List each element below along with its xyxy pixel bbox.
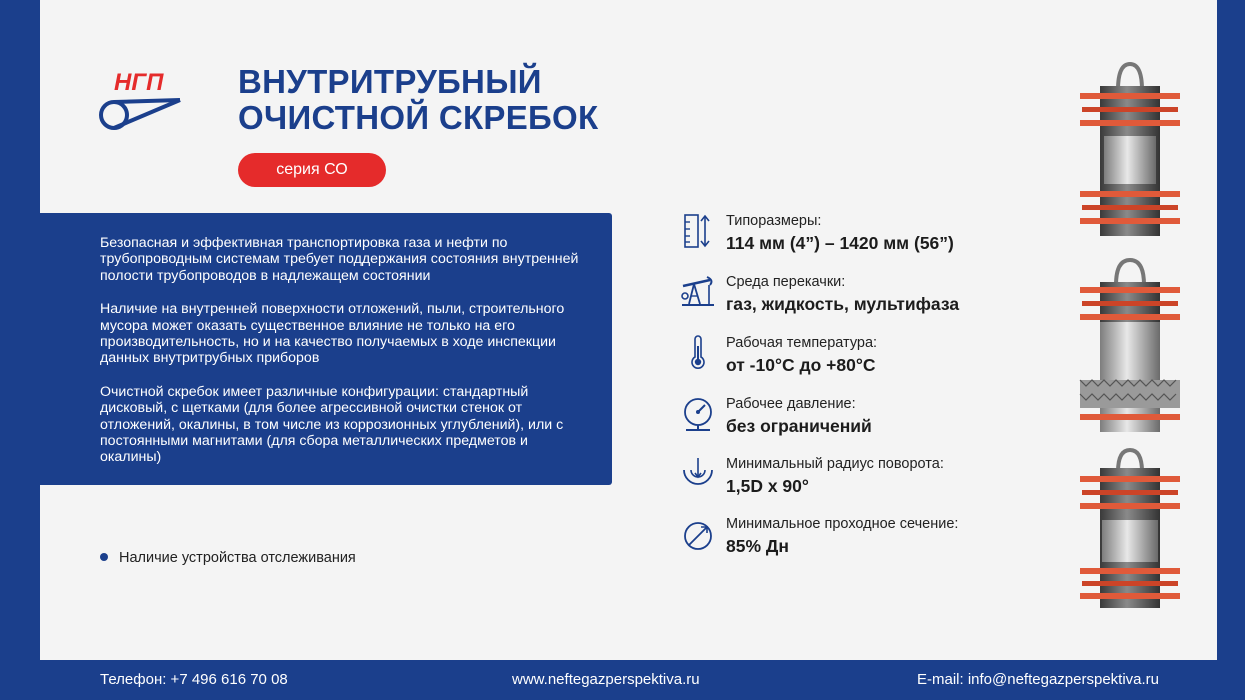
footer bbox=[0, 660, 1245, 700]
spec-item bbox=[680, 396, 1040, 446]
spec-label: Рабочая температура: bbox=[726, 335, 878, 351]
spec-label: Среда перекачки: bbox=[726, 274, 846, 290]
spec-label: Рабочее давление: bbox=[726, 396, 856, 412]
brush-scraper-illustration bbox=[1080, 260, 1180, 432]
spec-value: 1,5D x 90° bbox=[726, 476, 809, 496]
product-illustrations bbox=[1078, 60, 1182, 610]
footer-phone[interactable]: Телефон: +7 496 616 70 08 bbox=[100, 671, 288, 688]
spec-label: Минимальное проходное сечение: bbox=[726, 516, 959, 532]
title-line-1: ВНУТРИТРУБНЫЙ bbox=[238, 63, 542, 100]
spec-label: Типоразмеры: bbox=[726, 213, 822, 229]
description-paragraph-3: Очистной скребок имеет различные конфигурации: стандартный дисковый, с щетками (для более агрессивной очистки стенок от отложений, окалины, в том числе из коррозионных углублений), или с постоянными магнитами (для сбора металлических предметов и окалины) bbox=[100, 383, 564, 466]
diameter-icon bbox=[680, 516, 716, 552]
spec-value: газ, жидкость, мультифаза bbox=[726, 294, 960, 314]
spec-item bbox=[680, 213, 1040, 263]
pressure-gauge-icon bbox=[680, 396, 716, 432]
bend-radius-icon bbox=[680, 456, 716, 492]
spec-value: от -10°C до +80°C bbox=[726, 355, 876, 375]
spec-value: 85% Дн bbox=[726, 536, 789, 556]
magnetic-scraper-illustration bbox=[1080, 450, 1180, 608]
footer-website[interactable]: www.neftegazperspektiva.ru bbox=[512, 671, 700, 688]
spec-value: без ограничений bbox=[726, 416, 872, 436]
thermometer-icon bbox=[680, 335, 716, 371]
company-logo bbox=[98, 68, 184, 134]
left-accent-bar bbox=[0, 0, 40, 700]
description-paragraph-1: Безопасная и эффективная транспортировка газа и нефти по трубопроводным системам требует поддержания состояния внутренней полости трубопроводов в надлежащем состоянии bbox=[100, 235, 579, 284]
page-title bbox=[238, 64, 598, 136]
size-range-icon bbox=[680, 213, 716, 249]
spec-item bbox=[680, 516, 1040, 566]
description-panel bbox=[40, 213, 612, 485]
right-accent-bar bbox=[1217, 0, 1245, 700]
logo-text: НГП bbox=[114, 69, 164, 96]
spec-item bbox=[680, 274, 1040, 324]
feature-bullet bbox=[100, 550, 356, 566]
feature-bullet-text: Наличие устройства отслеживания bbox=[119, 550, 356, 566]
spec-item bbox=[680, 335, 1040, 385]
spec-value: 114 мм (4”) – 1420 мм (56”) bbox=[726, 233, 954, 253]
disc-scraper-illustration bbox=[1080, 64, 1180, 236]
series-badge: серия СО bbox=[238, 153, 386, 187]
spec-item bbox=[680, 456, 1040, 506]
pump-jack-icon bbox=[680, 274, 716, 310]
description-paragraph-2: Наличие на внутренней поверхности отложений, пыли, строительного мусора может оказать существенное влияние не только на его производительность, но и на качество получаемых в ходе инспекции данных внутритрубных приборов bbox=[100, 301, 565, 367]
title-line-2: ОЧИСТНОЙ СКРЕБОК bbox=[238, 99, 599, 136]
spec-label: Минимальный радиус поворота: bbox=[726, 456, 944, 472]
bullet-dot-icon bbox=[100, 553, 108, 561]
footer-email[interactable]: E-mail: info@neftegazperspektiva.ru bbox=[917, 671, 1160, 688]
